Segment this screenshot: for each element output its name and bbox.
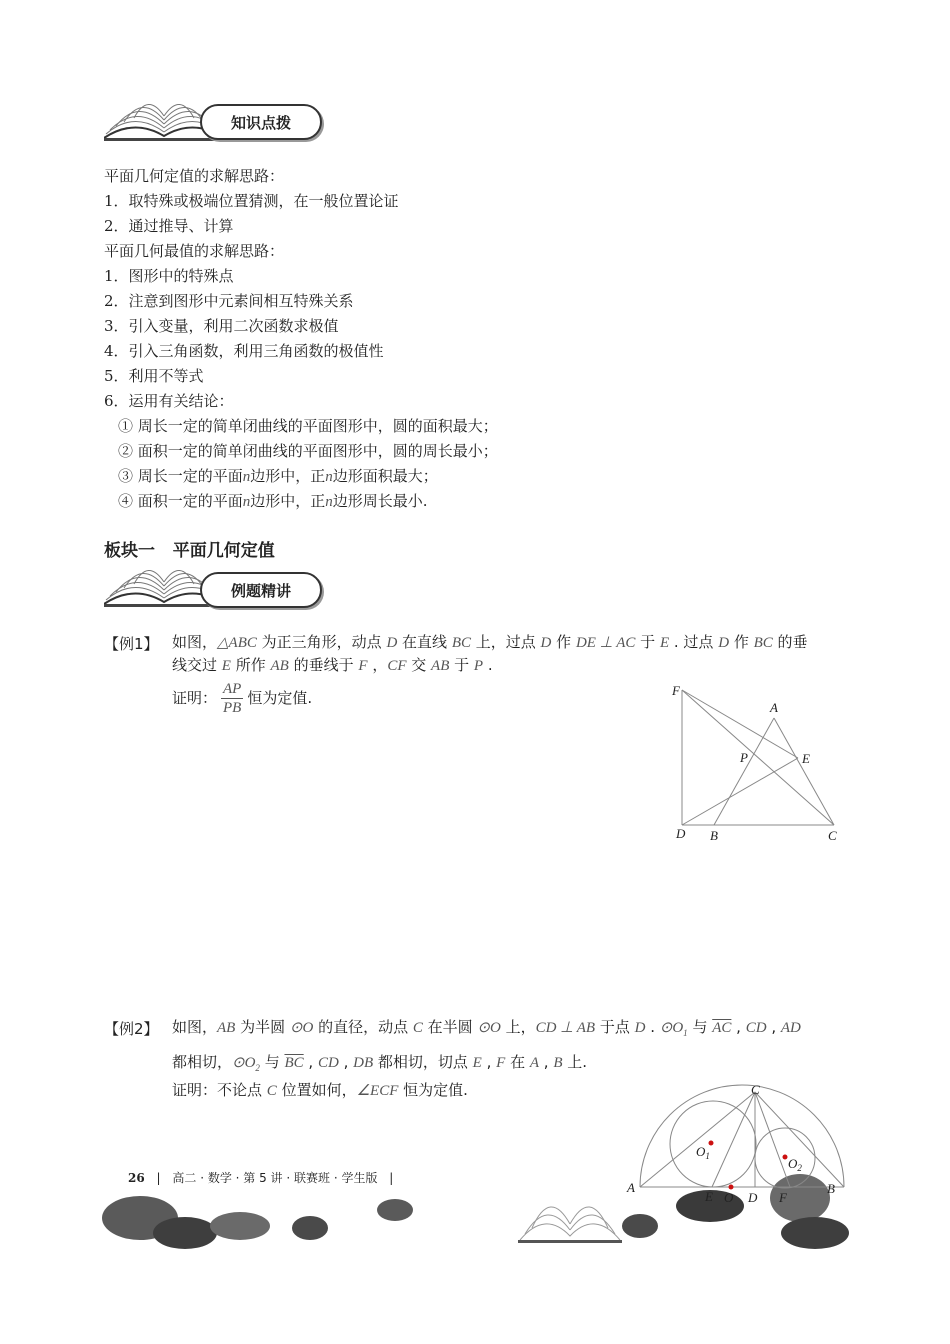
knowledge-line: 4．引入三角函数，利用三角函数的极值性 (104, 342, 384, 360)
ratio-ap-pb: $\frac{AP}{PB}$ (223, 681, 242, 716)
label-F: F (779, 1190, 787, 1205)
section-header-knowledge: 知识点拨 (200, 104, 322, 140)
conclusion-1: ① 周长一定的简单闭曲线的平面图形中，圆的面积最大； (118, 417, 498, 435)
label-D: D (748, 1190, 758, 1205)
label-C: C (828, 828, 837, 843)
example-2-prove: 证明：不论点 C 位置如何，∠ECF 恒为定值. (172, 1081, 468, 1099)
center-O-dot (729, 1185, 734, 1190)
knowledge-line: 3．引入变量，利用二次函数求极值 (104, 317, 339, 335)
section-title: 板块一 平面几何定值 (104, 541, 275, 561)
conclusion-3: ③ 周长一定的平面n边形中，正n边形面积最大； (118, 467, 438, 485)
conclusion-2: ② 面积一定的简单闭曲线的平面图形中，圆的周长最小； (118, 442, 498, 460)
label-E: E (802, 751, 810, 766)
label-B: B (710, 828, 718, 843)
label-A: A (627, 1180, 635, 1195)
label-C: C (751, 1082, 760, 1097)
center-O1-dot (709, 1141, 714, 1146)
knowledge-line: 1．图形中的特殊点 (104, 267, 234, 285)
example-2-diagram (620, 1080, 850, 1210)
page-number: 26 (128, 1171, 145, 1185)
example-1-line-1: 如图，△ABC 为正三角形，动点 D 在直线 BC 上，过点 D 作 DE ⊥ AC 于 E . 过点 D 作 BC 的垂 (172, 633, 808, 651)
label-F: F (672, 683, 680, 698)
knowledge-line: 6．运用有关结论： (104, 392, 234, 410)
label-D: D (676, 826, 686, 841)
footer: 26 | 高二 · 数学 · 第 5 讲 · 联赛班 · 学生版 | (128, 1171, 394, 1185)
label-O1: $O_1$ (696, 1144, 710, 1161)
knowledge-line: 5．利用不等式 (104, 367, 204, 385)
label-P: P (740, 750, 748, 765)
example-1-diagram (666, 680, 856, 850)
label-O: O (724, 1190, 734, 1205)
knowledge-line: 2．通过推导、计算 (104, 217, 234, 235)
section-header-examples: 例题精讲 (200, 572, 322, 608)
knowledge-line: 2．注意到图形中元素间相互特殊关系 (104, 292, 354, 310)
example-2-label: 【例2】 (104, 1020, 159, 1038)
example-1-line-2: 线交过 E 所作 AB 的垂线于 F ，CF 交 AB 于 P . (172, 656, 493, 674)
conclusion-4: ④ 面积一定的平面n边形中，正n边形周长最小. (118, 492, 428, 510)
label-E: E (705, 1189, 713, 1204)
example-1-label: 【例1】 (104, 635, 159, 653)
example-2-line-2: 都相切，$⊙O_2$ 与 $\overline{BC}$ , CD , DB 都相切，切点 E , F 在 A , B 上. (172, 1053, 588, 1073)
footer-title: 高二 · 数学 · 第 5 讲 · 联赛班 · 学生版 (172, 1171, 378, 1185)
center-O2-dot (783, 1155, 788, 1160)
label-B: B (827, 1181, 835, 1196)
example-2-line-1: 如图，AB 为半圆 ⊙O 的直径，动点 C 在半圆 ⊙O 上，CD ⊥ AB 于点 D . $⊙O_1$ 与 $\overline{AC}$ , CD , AD (172, 1018, 801, 1038)
knowledge-line: 平面几何最值的求解思路： (104, 242, 285, 260)
label-A: A (770, 700, 778, 715)
knowledge-line: 1．取特殊或极端位置猜测，在一般位置论证 (104, 192, 399, 210)
label-O2: $O_2$ (788, 1156, 802, 1173)
knowledge-line: 平面几何定值的求解思路： (104, 167, 285, 185)
example-1-prove: 证明： $\frac{AP}{PB}$ 恒为定值. (172, 681, 313, 716)
